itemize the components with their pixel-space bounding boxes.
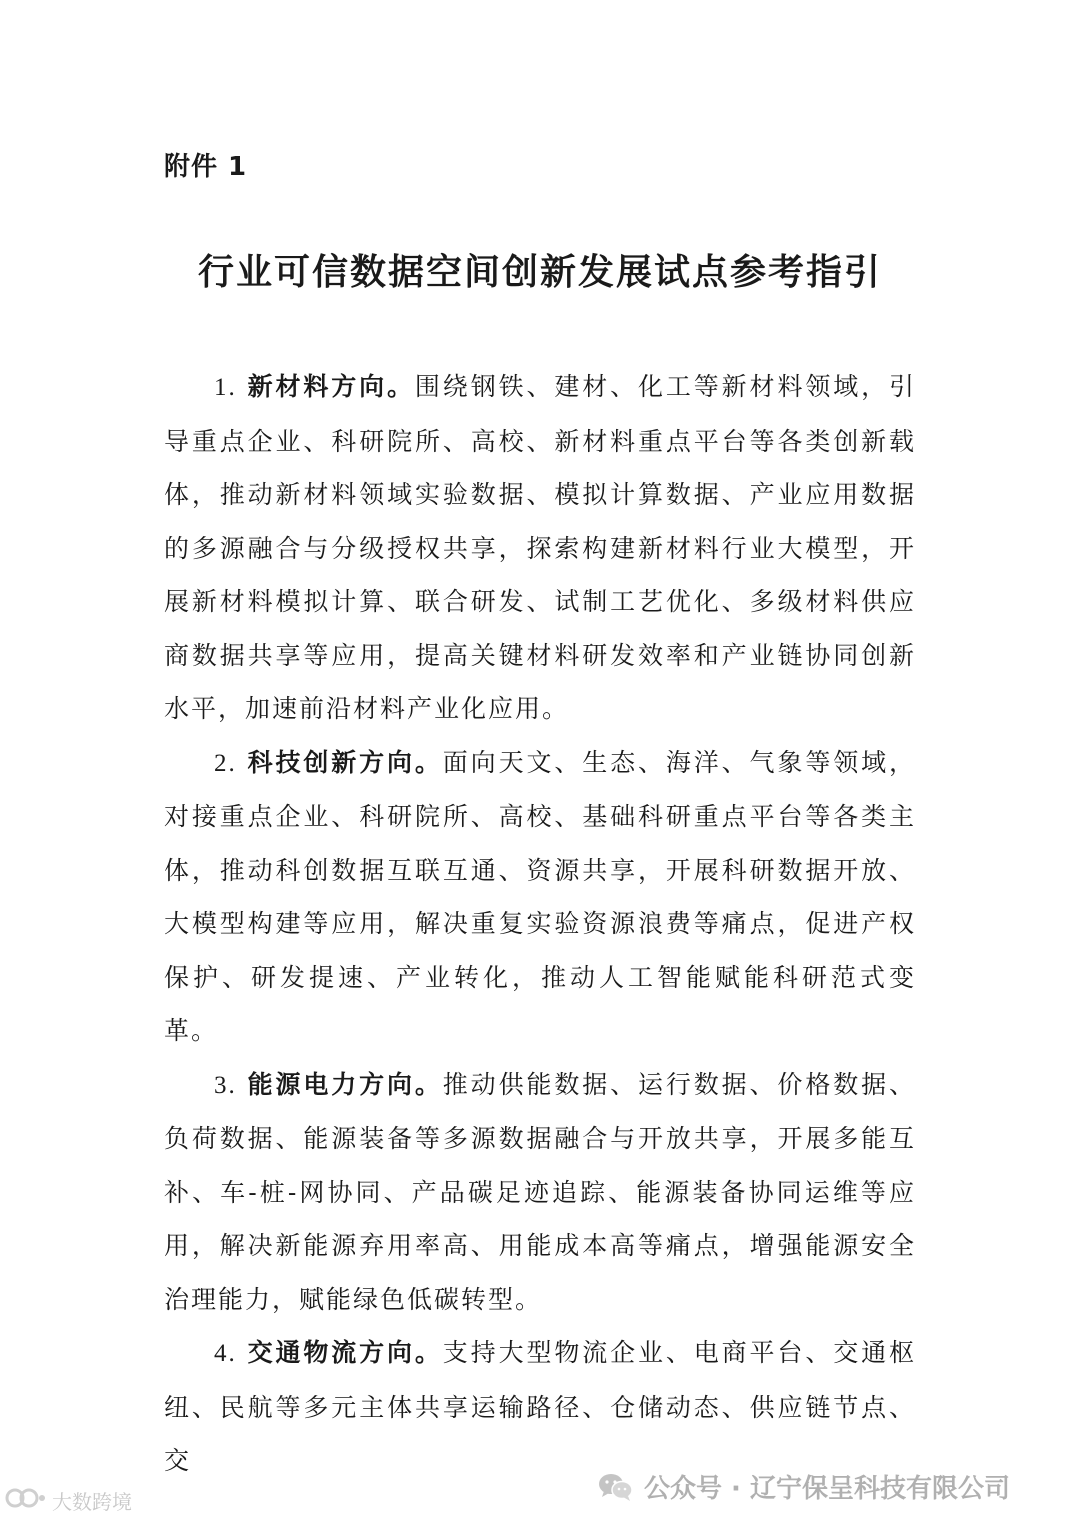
paragraph-lead: 新材料方向。 [247, 372, 415, 401]
paragraph-text: 支持大型物流企业、电商平台、交通枢纽、民航等多元主体共享运输路径、仓储动态、供应链节点、交 [164, 1338, 916, 1475]
wechat-watermark-text: 公众号 · 辽宁保呈科技有限公司 [644, 1474, 1010, 1504]
paragraph-lead: 交通物流方向。 [247, 1338, 443, 1367]
paragraph-energy-power [164, 1058, 916, 1327]
paragraph-number: 1. [214, 374, 237, 401]
paragraph-text: 围绕钢铁、建材、化工等新材料领域，引导重点企业、科研院所、高校、新材料重点平台等各类创新载体，推动新材料领域实验数据、模拟计算数据、产业应用数据的多源融合与分级授权共享，探索构建新材料行业大模型，开展新材料模拟计算、联合研发、试制工艺优化、多级材料供应商数据共享等应用，提高关键材料研发效率和产业链协同创新水平，加速前沿材料产业化应用。 [164, 372, 916, 723]
wechat-watermark [598, 1468, 1010, 1505]
paragraph-text: 推动供能数据、运行数据、价格数据、负荷数据、能源装备等多源数据融合与开放共享，开展多能互补、车-桩-网协同、产品碳足迹追踪、能源装备协同运维等应用，解决新能源弃用率高、用能成本高等痛点，增强能源安全治理能力，赋能绿色低碳转型。 [164, 1069, 916, 1314]
paragraph-number: 4. [214, 1340, 237, 1367]
wechat-icon [598, 1472, 634, 1502]
paragraph-transport-logistics [164, 1326, 916, 1488]
attachment-label: 附件 1 [164, 152, 248, 182]
paragraph-tech-innovation [164, 736, 916, 1058]
document-body [164, 360, 916, 1488]
chain-logo-icon [4, 1486, 48, 1515]
paragraph-new-materials [164, 360, 916, 736]
paragraph-number: 3. [214, 1071, 237, 1099]
document-title: 行业可信数据空间创新发展试点参考指引 [197, 252, 882, 293]
corner-watermark [4, 1486, 132, 1515]
paragraph-lead: 科技创新方向。 [247, 747, 443, 777]
paragraph-number: 2. [214, 749, 237, 777]
corner-watermark-text: 大数跨境 [52, 1490, 132, 1514]
paragraph-lead: 能源电力方向。 [247, 1069, 443, 1099]
paragraph-text: 面向天文、生态、海洋、气象等领域，对接重点企业、科研院所、高校、基础科研重点平台等各类主体，推动科创数据互联互通、资源共享，开展科研数据开放、大模型构建等应用，解决重复实验资源浪费等痛点，促进产权保护、研发提速、产业转化，推动人工智能赋能科研范式变革。 [164, 747, 916, 1045]
